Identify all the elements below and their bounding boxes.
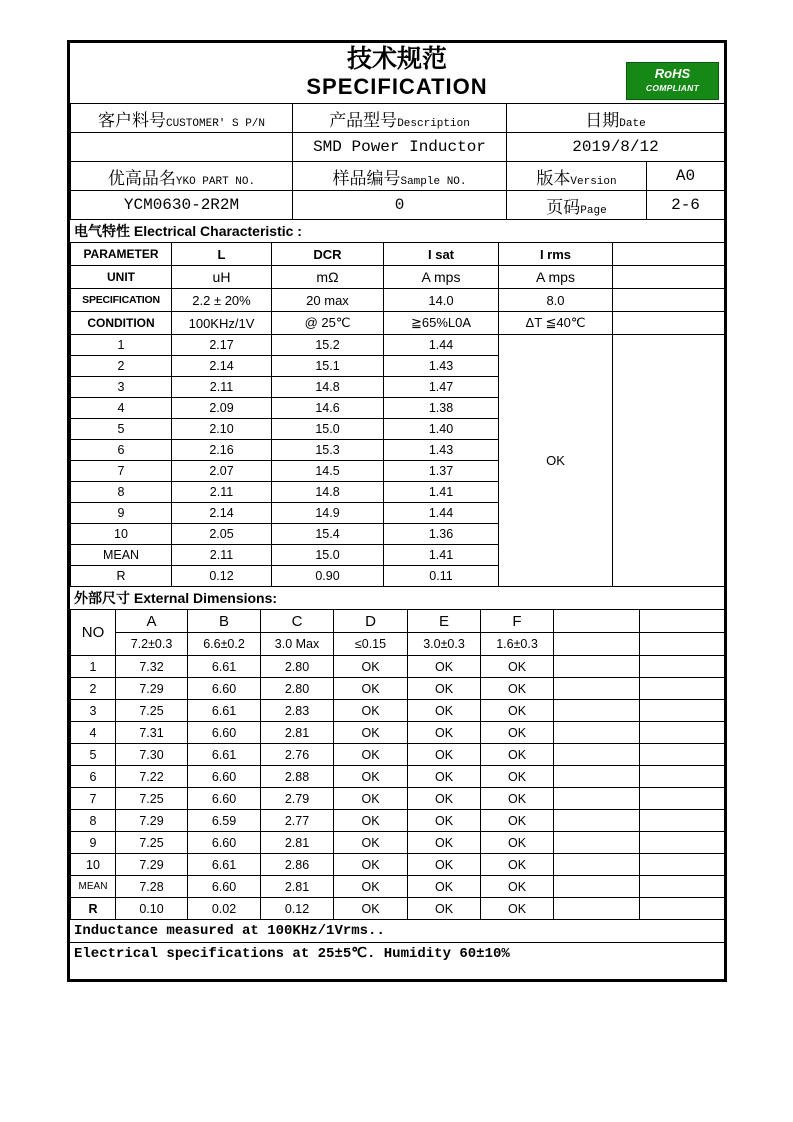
yko-part-label-en: YKO PART NO. (175, 175, 256, 188)
cell-extra-1 (554, 898, 640, 920)
date-label-zh: 日期 (585, 110, 620, 130)
spec-l: 2.2 ± 20% (172, 289, 272, 312)
spec-irms: 8.0 (499, 289, 613, 312)
spec-a: 7.2±0.3 (116, 633, 188, 656)
cell-extra-1 (554, 744, 640, 766)
cell-no: 7 (71, 788, 116, 810)
cell-no: 5 (71, 744, 116, 766)
rohs-badge-line1: RoHS (654, 66, 691, 81)
cell-extra-2 (640, 700, 725, 722)
cell-e: OK (408, 700, 481, 722)
date-label-en: Date (619, 117, 646, 130)
cell-isat: 1.44 (384, 503, 499, 524)
cell-extra-1 (554, 832, 640, 854)
date-value: 2019/8/12 (507, 133, 725, 162)
dimensions-header-columns (71, 610, 725, 633)
cell-dcr: 14.5 (272, 461, 384, 482)
electrical-table (70, 242, 725, 587)
electrical-header-specification (71, 289, 725, 312)
cell-d: OK (334, 898, 408, 920)
unit-extra (613, 266, 725, 289)
cell-no: MEAN (71, 876, 116, 898)
cell-a: 7.28 (116, 876, 188, 898)
dimensions-row-r (71, 898, 725, 920)
cell-f: OK (481, 810, 554, 832)
description-label-en: Description (397, 117, 470, 130)
page-label (507, 191, 647, 220)
cell-f: OK (481, 744, 554, 766)
cell-e: OK (408, 744, 481, 766)
info-row-values2 (71, 191, 725, 220)
cell-l: 2.16 (172, 440, 272, 461)
cell-no: 9 (71, 503, 172, 524)
dimensions-header-specs (71, 633, 725, 656)
version-label (507, 162, 647, 191)
cell-extra-1 (554, 766, 640, 788)
version-value: A0 (647, 162, 725, 191)
note-line-1: Inductance measured at 100KHz/1Vrms.. (70, 920, 724, 943)
cell-e: OK (408, 722, 481, 744)
cond-extra (613, 312, 725, 335)
cell-l: 2.07 (172, 461, 272, 482)
spec-extra (613, 289, 725, 312)
dimensions-row-3 (71, 700, 725, 722)
sample-label-en: Sample NO. (400, 175, 467, 188)
cell-d: OK (334, 766, 408, 788)
cell-d: OK (334, 700, 408, 722)
cell-c: 2.81 (261, 876, 334, 898)
cell-no: 6 (71, 440, 172, 461)
description-label (293, 104, 507, 133)
cell-dcr: 15.0 (272, 545, 384, 566)
cell-l: 2.14 (172, 356, 272, 377)
unit-irms: A mps (499, 266, 613, 289)
cell-no: R (71, 566, 172, 587)
cell-no: 4 (71, 722, 116, 744)
cell-dcr: 15.1 (272, 356, 384, 377)
document-frame (67, 40, 727, 982)
cell-a: 7.25 (116, 832, 188, 854)
cell-c: 2.81 (261, 722, 334, 744)
cell-extra-2 (640, 854, 725, 876)
cell-e: OK (408, 788, 481, 810)
cell-b: 6.60 (188, 876, 261, 898)
cell-e: OK (408, 766, 481, 788)
page-title-english: SPECIFICATION (306, 74, 488, 99)
sample-label-zh: 样品编号 (332, 168, 401, 188)
cell-d: OK (334, 678, 408, 700)
cell-isat: 1.40 (384, 419, 499, 440)
unit-l: uH (172, 266, 272, 289)
col-isat: I sat (384, 243, 499, 266)
cond-dcr: @ 25℃ (272, 312, 384, 335)
cell-e: OK (408, 876, 481, 898)
cell-no: 10 (71, 854, 116, 876)
cell-isat: 0.11 (384, 566, 499, 587)
col-f: F (481, 610, 554, 633)
description-label-zh: 产品型号 (329, 110, 398, 130)
cell-no: 8 (71, 482, 172, 503)
spec-c: 3.0 Max (261, 633, 334, 656)
dimensions-section-title: 外部尺寸 External Dimensions: (74, 590, 278, 606)
cell-d: OK (334, 876, 408, 898)
cell-c: 2.77 (261, 810, 334, 832)
sample-label (293, 162, 507, 191)
cell-b: 6.60 (188, 722, 261, 744)
note-line-2: Electrical specifications at 25±5℃. Humidity 60±10% (74, 946, 510, 962)
cell-no: 5 (71, 419, 172, 440)
cell-isat: 1.38 (384, 398, 499, 419)
dimensions-row-mean (71, 876, 725, 898)
cell-f: OK (481, 656, 554, 678)
cell-d: OK (334, 810, 408, 832)
cell-b: 0.02 (188, 898, 261, 920)
spec-isat: 14.0 (384, 289, 499, 312)
page-label-zh: 页码 (546, 197, 581, 217)
cell-l: 2.09 (172, 398, 272, 419)
yko-part-label-zh: 优高品名 (107, 168, 176, 188)
cell-e: OK (408, 656, 481, 678)
customer-pn-label-zh: 客户料号 (97, 110, 166, 130)
cell-f: OK (481, 876, 554, 898)
cell-isat: 1.37 (384, 461, 499, 482)
yko-part-label (71, 162, 293, 191)
cell-l: 2.05 (172, 524, 272, 545)
cell-extra-1 (554, 876, 640, 898)
page-label-en: Page (580, 204, 607, 217)
merged-result-cell: OK (499, 335, 613, 587)
cell-c: 2.79 (261, 788, 334, 810)
electrical-header-unit (71, 266, 725, 289)
cell-dcr: 15.4 (272, 524, 384, 545)
cell-b: 6.60 (188, 678, 261, 700)
spec-d: ≤0.15 (334, 633, 408, 656)
spec-extra-1 (554, 633, 640, 656)
cell-isat: 1.41 (384, 482, 499, 503)
dimensions-row-2 (71, 678, 725, 700)
cond-l: 100KHz/1V (172, 312, 272, 335)
col-b: B (188, 610, 261, 633)
cell-e: OK (408, 898, 481, 920)
cell-b: 6.60 (188, 788, 261, 810)
cell-extra-1 (554, 854, 640, 876)
col-dcr: DCR (272, 243, 384, 266)
electrical-header-condition (71, 312, 725, 335)
cell-dcr: 14.8 (272, 377, 384, 398)
info-row-labels2 (71, 162, 725, 191)
info-table (70, 103, 725, 220)
cell-dcr: 14.9 (272, 503, 384, 524)
cell-extra-2 (640, 788, 725, 810)
cell-dcr: 14.8 (272, 482, 384, 503)
cell-l: 2.11 (172, 545, 272, 566)
cell-extra-1 (554, 810, 640, 832)
col-l: L (172, 243, 272, 266)
cell-isat: 1.41 (384, 545, 499, 566)
page-title-chinese: 技术规范 (346, 46, 447, 73)
cell-a: 0.10 (116, 898, 188, 920)
cell-extra-2 (640, 744, 725, 766)
cell-a: 7.29 (116, 678, 188, 700)
cell-b: 6.61 (188, 700, 261, 722)
col-extra-1 (554, 610, 640, 633)
cell-dcr: 15.3 (272, 440, 384, 461)
cell-no: 1 (71, 656, 116, 678)
cell-f: OK (481, 898, 554, 920)
cell-e: OK (408, 678, 481, 700)
col-extra-2 (640, 610, 725, 633)
cell-d: OK (334, 854, 408, 876)
dimensions-row-8 (71, 810, 725, 832)
cell-e: OK (408, 854, 481, 876)
cell-e: OK (408, 832, 481, 854)
cell-no: 2 (71, 356, 172, 377)
cell-c: 2.80 (261, 678, 334, 700)
condition-label: CONDITION (71, 312, 172, 335)
cell-no: 8 (71, 810, 116, 832)
yko-part-value: YCM0630-2R2M (71, 191, 293, 220)
cell-isat: 1.44 (384, 335, 499, 356)
cell-d: OK (334, 744, 408, 766)
cell-extra-2 (640, 722, 725, 744)
cell-no: MEAN (71, 545, 172, 566)
version-label-en: Version (570, 175, 617, 188)
sample-value: 0 (293, 191, 507, 220)
cell-extra-1 (554, 722, 640, 744)
spec-f: 1.6±0.3 (481, 633, 554, 656)
cell-extra-2 (640, 898, 725, 920)
cell-dcr: 14.6 (272, 398, 384, 419)
cell-no: 9 (71, 832, 116, 854)
col-e: E (408, 610, 481, 633)
electrical-row-1 (71, 335, 725, 356)
rohs-badge (626, 62, 719, 100)
dimensions-row-5 (71, 744, 725, 766)
cell-a: 7.25 (116, 700, 188, 722)
info-row-values1 (71, 133, 725, 162)
col-d: D (334, 610, 408, 633)
cell-b: 6.61 (188, 744, 261, 766)
cell-f: OK (481, 832, 554, 854)
cell-dcr: 0.90 (272, 566, 384, 587)
page-value: 2-6 (647, 191, 725, 220)
cell-isat: 1.36 (384, 524, 499, 545)
info-row-labels (71, 104, 725, 133)
specification-label: SPECIFICATION (71, 289, 172, 312)
cell-l: 2.10 (172, 419, 272, 440)
cond-irms: ΔT ≦40℃ (499, 312, 613, 335)
spec-dcr: 20 max (272, 289, 384, 312)
cell-d: OK (334, 722, 408, 744)
cell-c: 2.81 (261, 832, 334, 854)
cell-no: 4 (71, 398, 172, 419)
unit-label: UNIT (71, 266, 172, 289)
cell-c: 2.76 (261, 744, 334, 766)
cell-extra-2 (640, 678, 725, 700)
col-c: C (261, 610, 334, 633)
cell-f: OK (481, 700, 554, 722)
electrical-table-body (71, 335, 725, 587)
description-value: SMD Power Inductor (293, 133, 507, 162)
cell-c: 2.88 (261, 766, 334, 788)
cell-f: OK (481, 722, 554, 744)
parameter-label: PARAMETER (71, 243, 172, 266)
cell-d: OK (334, 656, 408, 678)
unit-dcr: mΩ (272, 266, 384, 289)
cell-c: 2.86 (261, 854, 334, 876)
cell-f: OK (481, 788, 554, 810)
dimensions-row-10 (71, 854, 725, 876)
electrical-section-title: 电气特性 Electrical Characteristic : (74, 223, 302, 239)
cell-no: 3 (71, 700, 116, 722)
dimensions-row-6 (71, 766, 725, 788)
customer-pn-value (71, 133, 293, 162)
title-block (70, 43, 724, 103)
spec-extra-2 (640, 633, 725, 656)
cell-a: 7.25 (116, 788, 188, 810)
col-extra (613, 243, 725, 266)
version-label-zh: 版本 (536, 168, 571, 188)
cell-b: 6.60 (188, 766, 261, 788)
cell-no: R (71, 898, 116, 920)
cell-f: OK (481, 766, 554, 788)
cell-f: OK (481, 678, 554, 700)
cell-isat: 1.43 (384, 356, 499, 377)
col-irms: I rms (499, 243, 613, 266)
cell-extra-2 (640, 810, 725, 832)
cell-extra-1 (554, 656, 640, 678)
cell-a: 7.32 (116, 656, 188, 678)
unit-isat: A mps (384, 266, 499, 289)
no-column-header: NO (71, 610, 116, 656)
cell-extra-2 (640, 876, 725, 898)
cell-no: 1 (71, 335, 172, 356)
dimensions-table-body (71, 656, 725, 920)
cell-a: 7.29 (116, 810, 188, 832)
cell-extra-2 (640, 766, 725, 788)
cell-no: 3 (71, 377, 172, 398)
dimensions-table (70, 609, 725, 920)
cell-f: OK (481, 854, 554, 876)
electrical-header-parameter (71, 243, 725, 266)
cell-dcr: 15.2 (272, 335, 384, 356)
dimensions-row-7 (71, 788, 725, 810)
cell-extra-1 (554, 678, 640, 700)
cell-c: 2.80 (261, 656, 334, 678)
cell-no: 2 (71, 678, 116, 700)
cell-l: 2.11 (172, 482, 272, 503)
cell-isat: 1.47 (384, 377, 499, 398)
dimensions-row-4 (71, 722, 725, 744)
customer-pn-label (71, 104, 293, 133)
cell-a: 7.22 (116, 766, 188, 788)
cell-extra-2 (640, 832, 725, 854)
cell-a: 7.29 (116, 854, 188, 876)
cell-e: OK (408, 810, 481, 832)
cell-c: 0.12 (261, 898, 334, 920)
cell-b: 6.60 (188, 832, 261, 854)
spec-b: 6.6±0.2 (188, 633, 261, 656)
cell-no: 7 (71, 461, 172, 482)
cell-l: 0.12 (172, 566, 272, 587)
cell-d: OK (334, 832, 408, 854)
dimensions-row-9 (71, 832, 725, 854)
cell-isat: 1.43 (384, 440, 499, 461)
cell-extra-1 (554, 700, 640, 722)
spec-e: 3.0±0.3 (408, 633, 481, 656)
dimensions-row-1 (71, 656, 725, 678)
col-a: A (116, 610, 188, 633)
customer-pn-label-en: CUSTOMER' S P/N (165, 117, 266, 130)
cell-no: 6 (71, 766, 116, 788)
cell-extra-1 (554, 788, 640, 810)
cell-b: 6.61 (188, 656, 261, 678)
cell-l: 2.11 (172, 377, 272, 398)
notes-block (70, 920, 724, 965)
date-label (507, 104, 725, 133)
merged-extra-cell (613, 335, 725, 587)
rohs-badge-line2: COMPLIANT (645, 83, 700, 93)
cell-l: 2.14 (172, 503, 272, 524)
cell-d: OK (334, 788, 408, 810)
cell-a: 7.30 (116, 744, 188, 766)
cell-no: 10 (71, 524, 172, 545)
cell-a: 7.31 (116, 722, 188, 744)
cell-l: 2.17 (172, 335, 272, 356)
cell-c: 2.83 (261, 700, 334, 722)
cell-extra-2 (640, 656, 725, 678)
cell-dcr: 15.0 (272, 419, 384, 440)
cond-isat: ≧65%L0A (384, 312, 499, 335)
cell-b: 6.59 (188, 810, 261, 832)
cell-b: 6.61 (188, 854, 261, 876)
